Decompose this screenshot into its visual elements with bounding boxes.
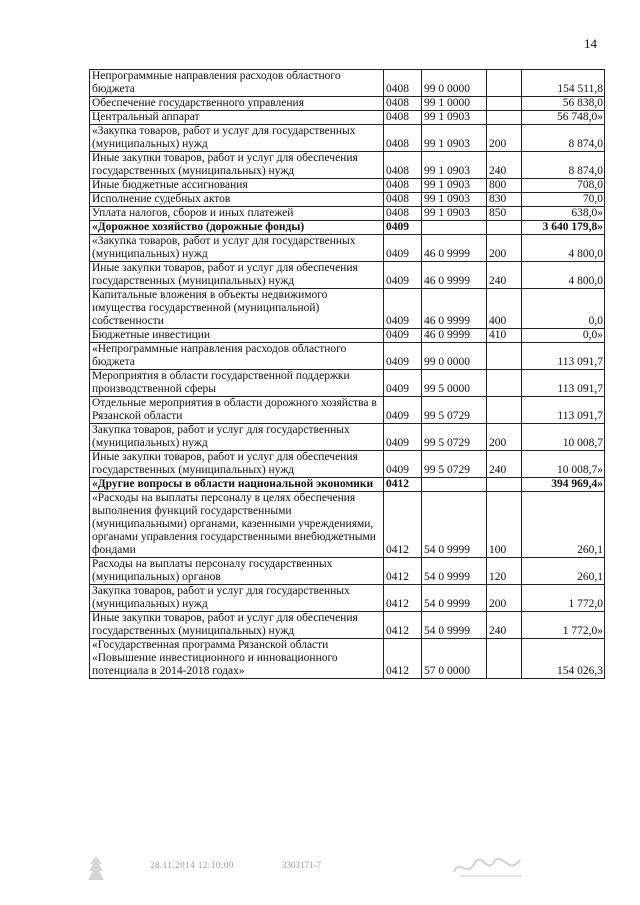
- row-name: Непрограммные направления расходов областного бюджета: [90, 70, 384, 97]
- table-row: [90, 397, 605, 424]
- table-row: [90, 451, 605, 478]
- row-expense-type: [487, 343, 522, 370]
- table-row: [90, 612, 605, 639]
- footer-doc-id: 3303171-7: [282, 860, 321, 870]
- row-name: «Другие вопросы в области национальной экономики: [90, 478, 384, 492]
- row-section-code: 0412: [384, 612, 422, 639]
- row-target-code: 99 1 0903: [422, 193, 487, 207]
- row-expense-type: [487, 97, 522, 111]
- row-amount: 154 511,8: [522, 70, 605, 97]
- row-expense-type: [487, 221, 522, 235]
- row-section-code: 0408: [384, 111, 422, 125]
- row-expense-type: 100: [487, 492, 522, 558]
- table-row: [90, 152, 605, 179]
- row-expense-type: 850: [487, 207, 522, 221]
- row-expense-type: 200: [487, 424, 522, 451]
- table-row: [90, 179, 605, 193]
- signature-mark: [450, 852, 530, 882]
- emblem-stamp: [86, 854, 106, 884]
- table-row: [90, 370, 605, 397]
- row-expense-type: 240: [487, 152, 522, 179]
- row-amount: 638,0»: [522, 207, 605, 221]
- row-target-code: 99 1 0903: [422, 207, 487, 221]
- row-target-code: 54 0 9999: [422, 612, 487, 639]
- table-row: [90, 262, 605, 289]
- table-row: [90, 70, 605, 97]
- row-expense-type: [487, 397, 522, 424]
- row-name: Иные закупки товаров, работ и услуг для обеспечения государственных (муниципальных) нужд: [90, 612, 384, 639]
- row-name: «Непрограммные направления расходов областного бюджета: [90, 343, 384, 370]
- row-expense-type: [487, 370, 522, 397]
- row-target-code: 99 0 0000: [422, 343, 487, 370]
- row-section-code: 0409: [384, 329, 422, 343]
- table-row: [90, 207, 605, 221]
- row-target-code: 46 0 9999: [422, 235, 487, 262]
- row-section-code: 0409: [384, 289, 422, 329]
- row-name: Расходы на выплаты персоналу государственных (муниципальных) органов: [90, 558, 384, 585]
- row-section-code: 0408: [384, 207, 422, 221]
- row-target-code: 54 0 9999: [422, 558, 487, 585]
- row-expense-type: 200: [487, 125, 522, 152]
- row-target-code: [422, 221, 487, 235]
- table-row: [90, 235, 605, 262]
- row-section-code: 0409: [384, 262, 422, 289]
- row-section-code: 0408: [384, 125, 422, 152]
- table-row: [90, 125, 605, 152]
- row-amount: 10 008,7: [522, 424, 605, 451]
- row-amount: 1 772,0»: [522, 612, 605, 639]
- row-amount: 1 772,0: [522, 585, 605, 612]
- row-target-code: 57 0 0000: [422, 639, 487, 679]
- row-target-code: 54 0 9999: [422, 492, 487, 558]
- row-name: Уплата налогов, сборов и иных платежей: [90, 207, 384, 221]
- row-name: Иные закупки товаров, работ и услуг для обеспечения государственных (муниципальных) нужд: [90, 451, 384, 478]
- page-footer: [0, 852, 640, 892]
- row-section-code: 0408: [384, 97, 422, 111]
- row-section-code: 0408: [384, 193, 422, 207]
- row-amount: 113 091,7: [522, 370, 605, 397]
- row-name: Закупка товаров, работ и услуг для государственных (муниципальных) нужд: [90, 585, 384, 612]
- row-amount: 10 008,7»: [522, 451, 605, 478]
- row-amount: 56 838,0: [522, 97, 605, 111]
- row-name: Иные бюджетные ассигнования: [90, 179, 384, 193]
- table-row: [90, 558, 605, 585]
- row-target-code: [422, 478, 487, 492]
- row-expense-type: [487, 70, 522, 97]
- row-name: Бюджетные инвестиции: [90, 329, 384, 343]
- row-target-code: 99 1 0903: [422, 111, 487, 125]
- table-row: [90, 329, 605, 343]
- row-name: «Закупка товаров, работ и услуг для государственных (муниципальных) нужд: [90, 235, 384, 262]
- row-section-code: 0412: [384, 585, 422, 612]
- row-target-code: 46 0 9999: [422, 329, 487, 343]
- row-target-code: 99 1 0903: [422, 152, 487, 179]
- row-expense-type: 410: [487, 329, 522, 343]
- row-amount: 3 640 179,8»: [522, 221, 605, 235]
- row-target-code: 99 1 0903: [422, 179, 487, 193]
- row-section-code: 0408: [384, 152, 422, 179]
- row-section-code: 0409: [384, 235, 422, 262]
- table-row: [90, 111, 605, 125]
- row-expense-type: 200: [487, 235, 522, 262]
- table-row: [90, 343, 605, 370]
- table-row: [90, 585, 605, 612]
- row-name: «Дорожное хозяйство (дорожные фонды): [90, 221, 384, 235]
- table-row: [90, 97, 605, 111]
- row-section-code: 0412: [384, 492, 422, 558]
- row-section-code: 0412: [384, 478, 422, 492]
- row-amount: 154 026,3: [522, 639, 605, 679]
- row-amount: 708,0: [522, 179, 605, 193]
- row-section-code: 0409: [384, 370, 422, 397]
- row-section-code: 0408: [384, 70, 422, 97]
- table-row: [90, 221, 605, 235]
- row-target-code: 99 1 0903: [422, 125, 487, 152]
- row-amount: 70,0: [522, 193, 605, 207]
- table-row: [90, 193, 605, 207]
- budget-table: [89, 69, 605, 679]
- row-amount: 0,0»: [522, 329, 605, 343]
- row-target-code: 99 5 0000: [422, 370, 487, 397]
- row-section-code: 0409: [384, 343, 422, 370]
- row-name: Мероприятия в области государственной поддержки производственной сферы: [90, 370, 384, 397]
- row-expense-type: 240: [487, 612, 522, 639]
- row-expense-type: 240: [487, 451, 522, 478]
- table-row: [90, 424, 605, 451]
- row-amount: 260,1: [522, 558, 605, 585]
- footer-timestamp: 28.11.2014 12:10:00: [150, 860, 234, 870]
- row-amount: 113 091,7: [522, 397, 605, 424]
- row-name: Иные закупки товаров, работ и услуг для обеспечения государственных (муниципальных) нужд: [90, 152, 384, 179]
- row-name: Отдельные мероприятия в области дорожного хозяйства в Рязанской области: [90, 397, 384, 424]
- row-target-code: 99 5 0729: [422, 397, 487, 424]
- row-section-code: 0409: [384, 451, 422, 478]
- row-name: «Государственная программа Рязанской области «Повышение инвестиционного и инновационного потенциала в 2014-2018 годах»: [90, 639, 384, 679]
- row-expense-type: 240: [487, 262, 522, 289]
- row-section-code: 0412: [384, 639, 422, 679]
- row-name: Капитальные вложения в объекты недвижимого имущества государственной (муниципальной) собственности: [90, 289, 384, 329]
- row-section-code: 0409: [384, 221, 422, 235]
- row-amount: 4 800,0: [522, 235, 605, 262]
- row-expense-type: 830: [487, 193, 522, 207]
- row-section-code: 0412: [384, 558, 422, 585]
- row-amount: 8 874,0: [522, 125, 605, 152]
- row-target-code: 99 1 0000: [422, 97, 487, 111]
- row-target-code: 46 0 9999: [422, 289, 487, 329]
- row-amount: 260,1: [522, 492, 605, 558]
- row-target-code: 99 5 0729: [422, 424, 487, 451]
- row-name: Центральный аппарат: [90, 111, 384, 125]
- row-expense-type: 800: [487, 179, 522, 193]
- row-amount: 394 969,4»: [522, 478, 605, 492]
- row-section-code: 0408: [384, 179, 422, 193]
- row-section-code: 0409: [384, 397, 422, 424]
- page-number: 14: [584, 36, 597, 51]
- row-section-code: 0409: [384, 424, 422, 451]
- row-target-code: 99 0 0000: [422, 70, 487, 97]
- table-row: [90, 639, 605, 679]
- table-row: [90, 492, 605, 558]
- row-name: Обеспечение государственного управления: [90, 97, 384, 111]
- row-amount: 113 091,7: [522, 343, 605, 370]
- row-amount: 4 800,0: [522, 262, 605, 289]
- row-amount: 8 874,0: [522, 152, 605, 179]
- row-amount: 56 748,0»: [522, 111, 605, 125]
- row-expense-type: 120: [487, 558, 522, 585]
- table-row: [90, 478, 605, 492]
- row-expense-type: [487, 639, 522, 679]
- row-target-code: 99 5 0729: [422, 451, 487, 478]
- row-name: Иные закупки товаров, работ и услуг для обеспечения государственных (муниципальных) нужд: [90, 262, 384, 289]
- row-expense-type: 200: [487, 585, 522, 612]
- row-expense-type: [487, 111, 522, 125]
- row-name: Закупка товаров, работ и услуг для государственных (муниципальных) нужд: [90, 424, 384, 451]
- row-name: «Закупка товаров, работ и услуг для государственных (муниципальных) нужд: [90, 125, 384, 152]
- row-name: Исполнение судебных актов: [90, 193, 384, 207]
- row-target-code: 46 0 9999: [422, 262, 487, 289]
- row-name: «Расходы на выплаты персоналу в целях обеспечения выполнения функций государственными (муниципальными) органами, казенными учреждениями, органами управления государственными внебюджетными фондами: [90, 492, 384, 558]
- row-target-code: 54 0 9999: [422, 585, 487, 612]
- row-amount: 0,0: [522, 289, 605, 329]
- row-expense-type: [487, 478, 522, 492]
- row-expense-type: 400: [487, 289, 522, 329]
- table-row: [90, 289, 605, 329]
